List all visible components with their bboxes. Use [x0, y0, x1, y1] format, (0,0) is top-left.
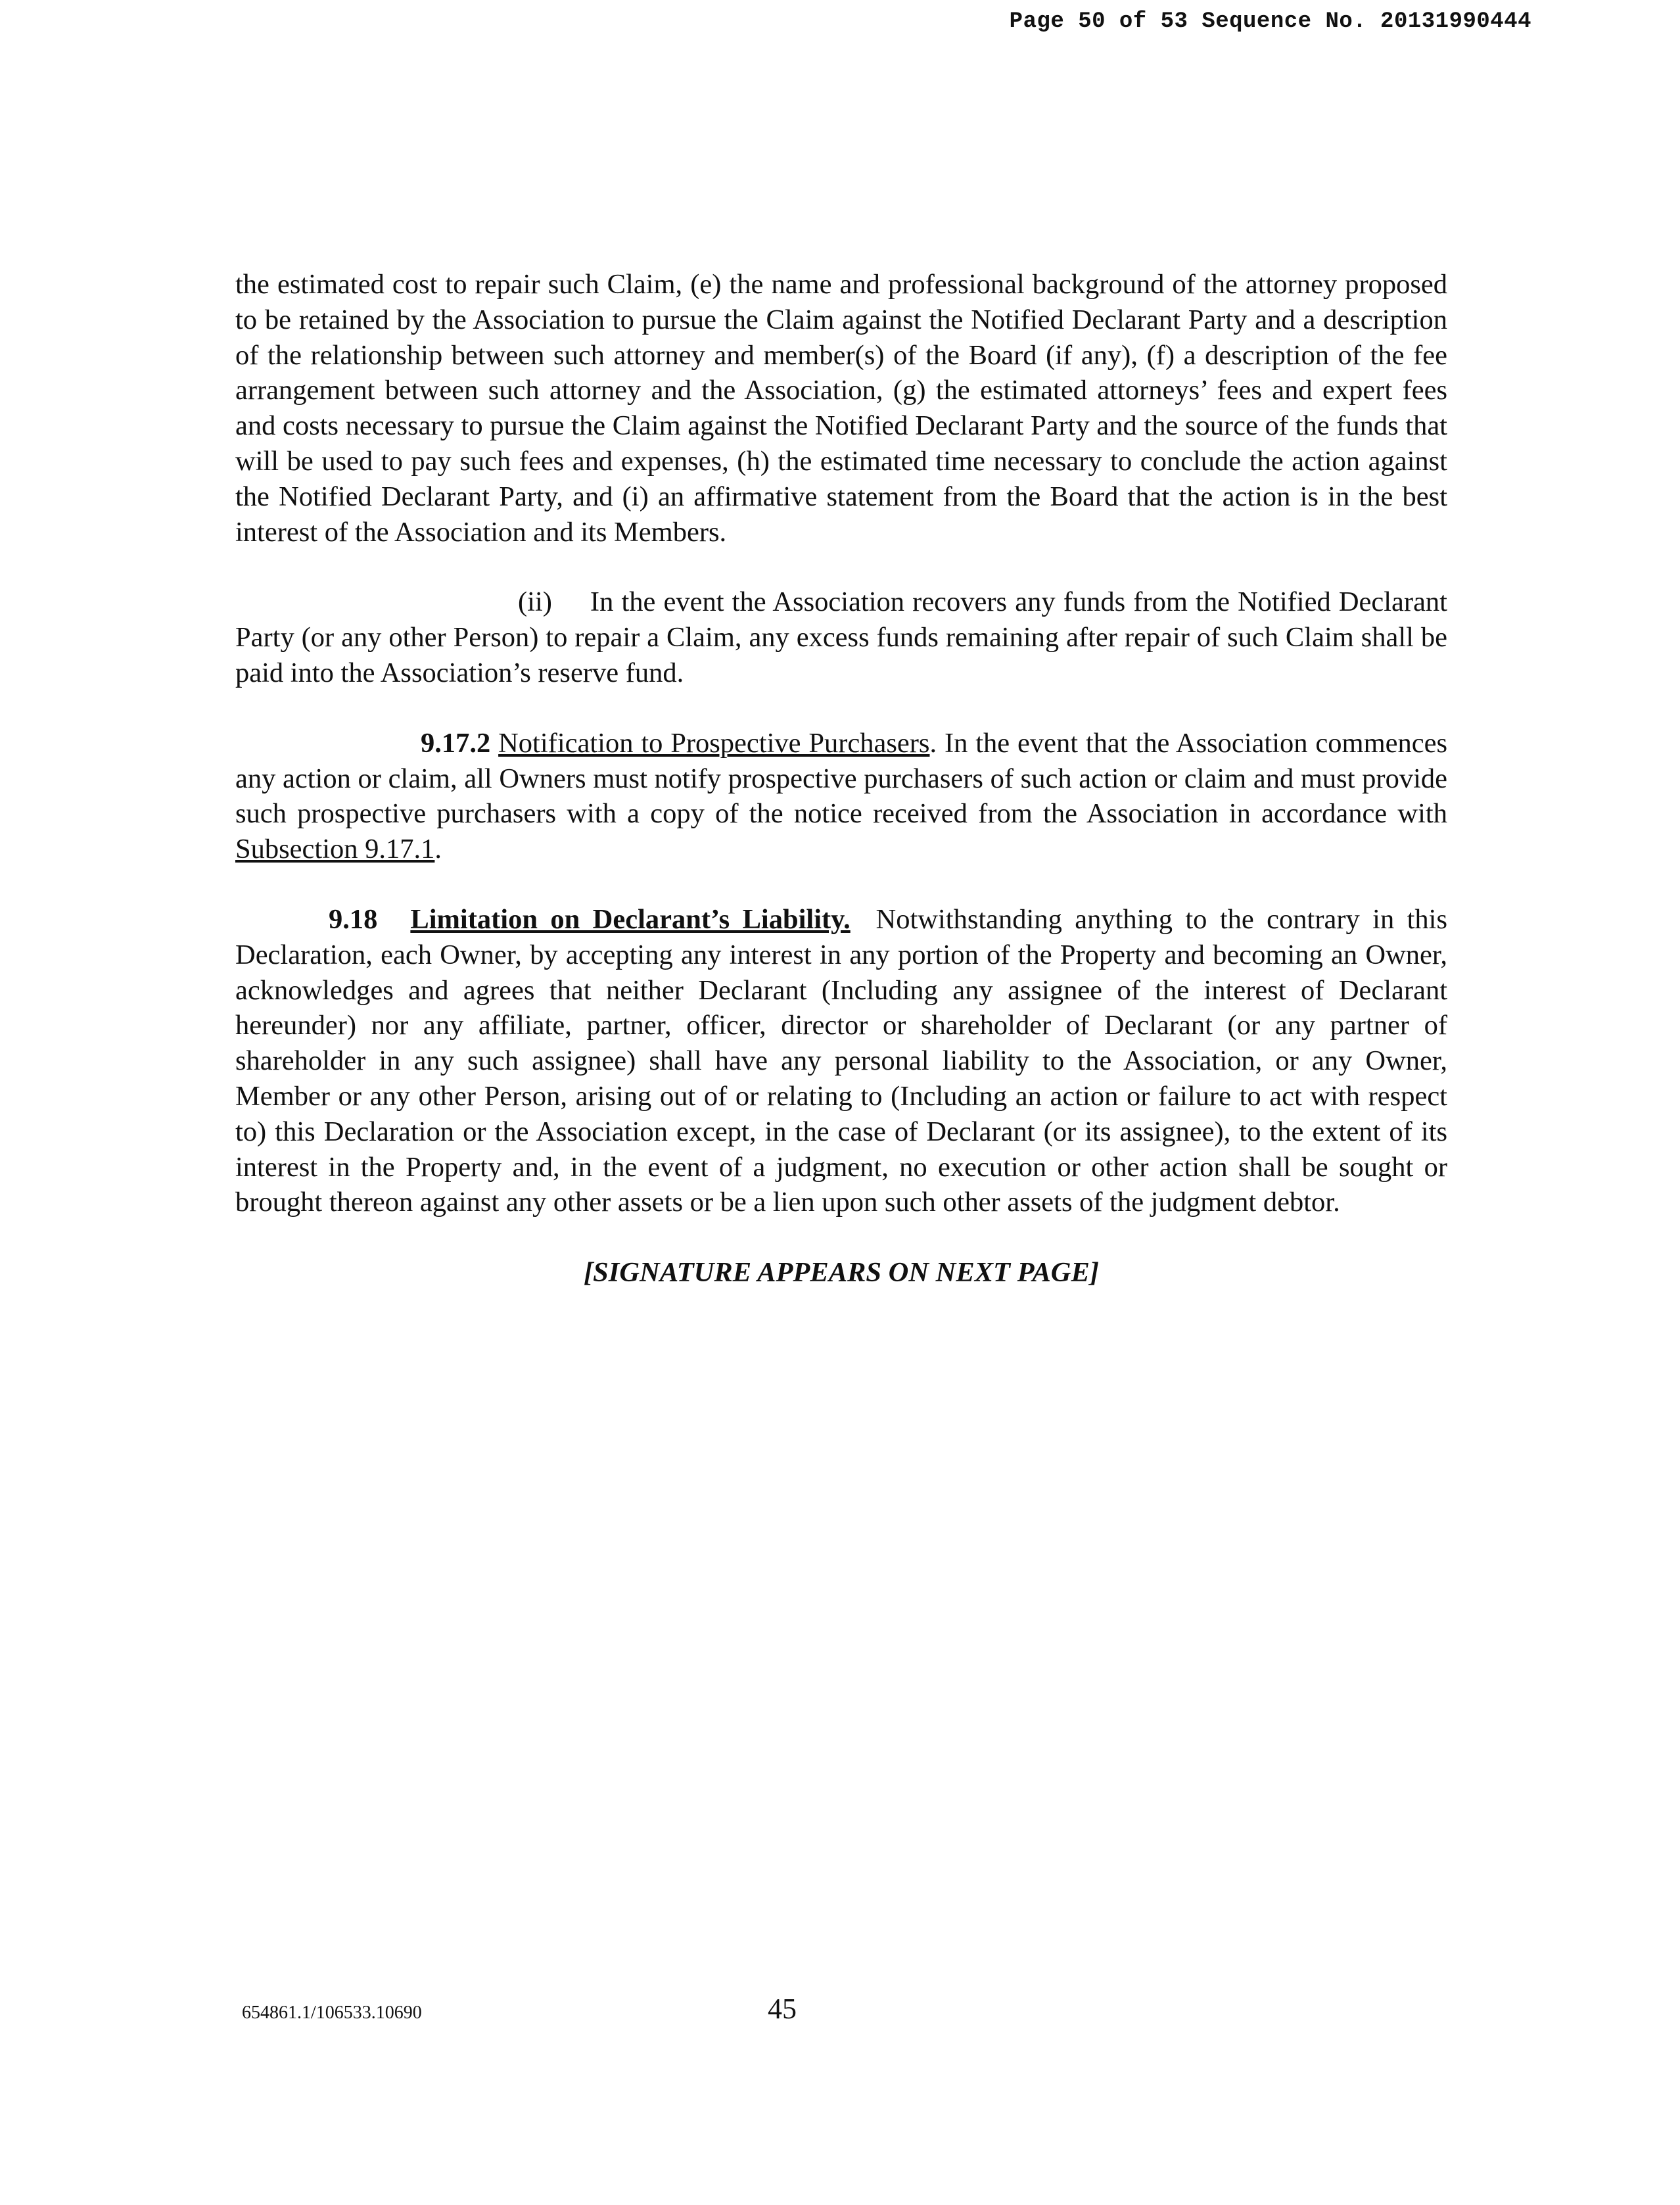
- section-title: Notification to Prospective Purchasers: [498, 727, 930, 759]
- paragraph-text: In the event the Association recovers any funds from the Notified Declarant Party (or any other Person) to repair a Claim, any excess funds remaining after repair of such Claim shall be paid into the Association’s reserve fund.: [235, 586, 1447, 688]
- subsection-reference: Subsection 9.17.1: [235, 834, 435, 865]
- section-title: Limitation on Declarant’s Liability.: [410, 903, 851, 935]
- paragraph-text-end: .: [434, 834, 442, 865]
- document-body: [235, 267, 1447, 1325]
- paragraph-text: . In the event that the Association commences any action or claim, all Owners must notify prospective purchasers of such action or claim and must provide such prospective purchasers with a copy of the notice received from the Association in accordance with: [235, 727, 1448, 830]
- section-number: 9.17.2: [421, 727, 491, 759]
- paragraph-claim-notice-continuation: the estimated cost to repair such Claim, (e) the name and professional background of the attorney proposed to be retained by the Association to pursue the Claim against the Notified Declarant Party and a description of the relationship between such attorney and member(s) of the Board (if any), (f) a description of the fee arrangement between such attorney and the Association, (g) the estimated attorneys’ fees and expert fees and costs necessary to pursue the Claim against the Notified Declarant Party and the source of the funds that will be used to pay such fees and expenses, (h) the estimated time necessary to conclude the action against the Notified Declarant Party, and (i) an affirmative statement from the Board that the action is in the best interest of the Association and its Members.: [235, 269, 1447, 548]
- section-number: 9.18: [329, 903, 378, 935]
- document-id: 654861.1/106533.10690: [242, 2003, 422, 2023]
- paragraph-excess-funds: [235, 584, 1447, 690]
- paragraph-limitation-liability: [235, 902, 1447, 1220]
- subparagraph-number: (ii): [518, 586, 552, 618]
- signature-note: [SIGNATURE APPEARS ON NEXT PAGE]: [583, 1257, 1099, 1289]
- page-number: 45: [768, 1993, 797, 2025]
- paragraph-text: Notwithstanding anything to the contrary in this Declaration, each Owner, by accepting any interest in any portion of the Property and becoming an Owner, acknowledges and agrees that neither Declarant (Including any assignee of the interest of Declarant hereunder) nor any affiliate, partner, officer, director or shareholder of Declarant (or any partner of shareholder in any such assignee) shall have any personal liability to the Association, or any Owner, Member or any other Person, arising out of or relating to (Including an action or failure to act with respect to) this Declaration or the Association except, in the case of Declarant (or its assignee), to the extent of its interest in the Property and, in the event of a judgment, no execution or other action shall be sought or brought thereon against any other assets or be a lien upon such other assets of the judgment debtor.: [235, 903, 1447, 1218]
- paragraph-notification-purchasers: [235, 726, 1447, 867]
- page-sequence-stamp: Page 50 of 53 Sequence No. 20131990444: [1009, 9, 1531, 34]
